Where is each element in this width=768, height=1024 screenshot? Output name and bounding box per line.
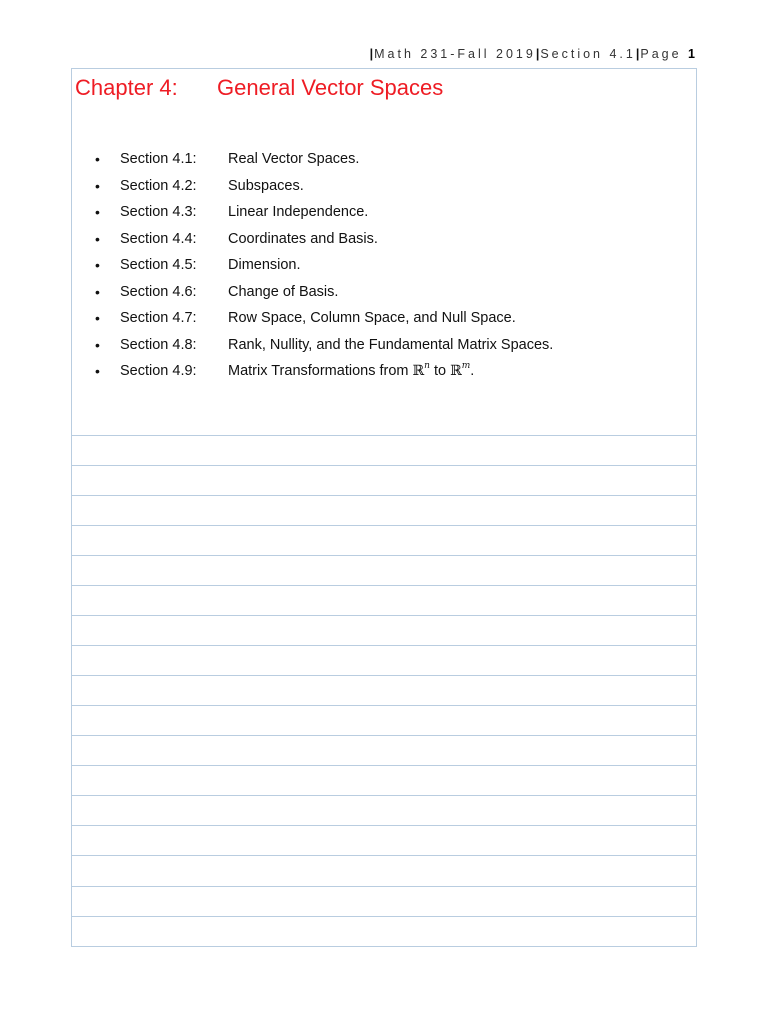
header-page-label: Page xyxy=(640,47,682,61)
bullet-icon: • xyxy=(95,257,100,273)
header-course: Math 231-Fall 2019 xyxy=(374,47,536,61)
chapter-number: Chapter 4: xyxy=(75,75,178,100)
section-label: Section 4.9: xyxy=(120,363,197,379)
note-line xyxy=(71,525,697,526)
title-connector: to xyxy=(429,363,451,379)
section-title: Change of Basis. xyxy=(228,283,339,300)
note-line xyxy=(71,555,697,556)
note-line xyxy=(71,465,697,466)
note-line xyxy=(71,765,697,766)
exponent-n: n xyxy=(424,361,430,371)
note-line xyxy=(71,495,697,496)
math-space-from xyxy=(413,363,430,379)
note-line xyxy=(71,735,697,736)
header-separator: | xyxy=(635,47,641,61)
section-title xyxy=(228,359,474,383)
title-suffix: . xyxy=(470,363,475,379)
section-title: Dimension. xyxy=(228,257,301,273)
bullet-icon: • xyxy=(95,151,100,167)
section-title: Real Vector Spaces. xyxy=(228,151,360,167)
section-title: Row Space, Column Space, and Null Space. xyxy=(228,310,516,326)
note-line xyxy=(71,645,697,646)
space-symbol: ℝ xyxy=(412,363,425,379)
section-label: Section 4.6: xyxy=(120,283,197,300)
bullet-icon: • xyxy=(95,363,100,379)
bullet-icon: • xyxy=(95,204,100,220)
section-label: Section 4.7: xyxy=(120,310,197,326)
section-title: Linear Independence. xyxy=(228,204,369,220)
header-section: Section 4.1 xyxy=(540,47,636,61)
note-line xyxy=(71,435,697,436)
space-symbol: ℝ xyxy=(450,363,462,379)
note-line xyxy=(71,916,697,917)
section-label: Section 4.1: xyxy=(120,151,197,167)
section-label: Section 4.8: xyxy=(120,336,197,353)
note-line xyxy=(71,615,697,616)
header-page-number: 1 xyxy=(688,47,698,61)
section-title: Subspaces. xyxy=(228,177,304,194)
note-line xyxy=(71,705,697,706)
bullet-icon: • xyxy=(95,283,100,300)
header-separator: | xyxy=(535,47,541,61)
bullet-icon: • xyxy=(95,177,100,194)
section-title: Rank, Nullity, and the Fundamental Matrix Spaces. xyxy=(228,336,554,353)
section-title: Coordinates and Basis. xyxy=(228,230,378,247)
section-label: Section 4.4: xyxy=(120,230,197,247)
page-header xyxy=(370,47,698,61)
note-line xyxy=(71,675,697,676)
note-line xyxy=(71,886,697,887)
title-prefix: Matrix Transformations from xyxy=(228,363,413,379)
header-separator: | xyxy=(369,47,375,61)
note-line xyxy=(71,825,697,826)
bullet-icon: • xyxy=(95,230,100,247)
section-label: Section 4.2: xyxy=(120,177,197,194)
note-line xyxy=(71,585,697,586)
exponent-m: m xyxy=(461,361,471,371)
section-label: Section 4.3: xyxy=(120,204,197,220)
math-space-to xyxy=(450,363,470,379)
section-label: Section 4.5: xyxy=(120,257,197,273)
chapter-title: General Vector Spaces xyxy=(217,75,444,100)
note-line xyxy=(71,795,697,796)
bullet-icon: • xyxy=(95,310,100,326)
note-line xyxy=(71,855,697,856)
bullet-icon: • xyxy=(95,336,100,353)
